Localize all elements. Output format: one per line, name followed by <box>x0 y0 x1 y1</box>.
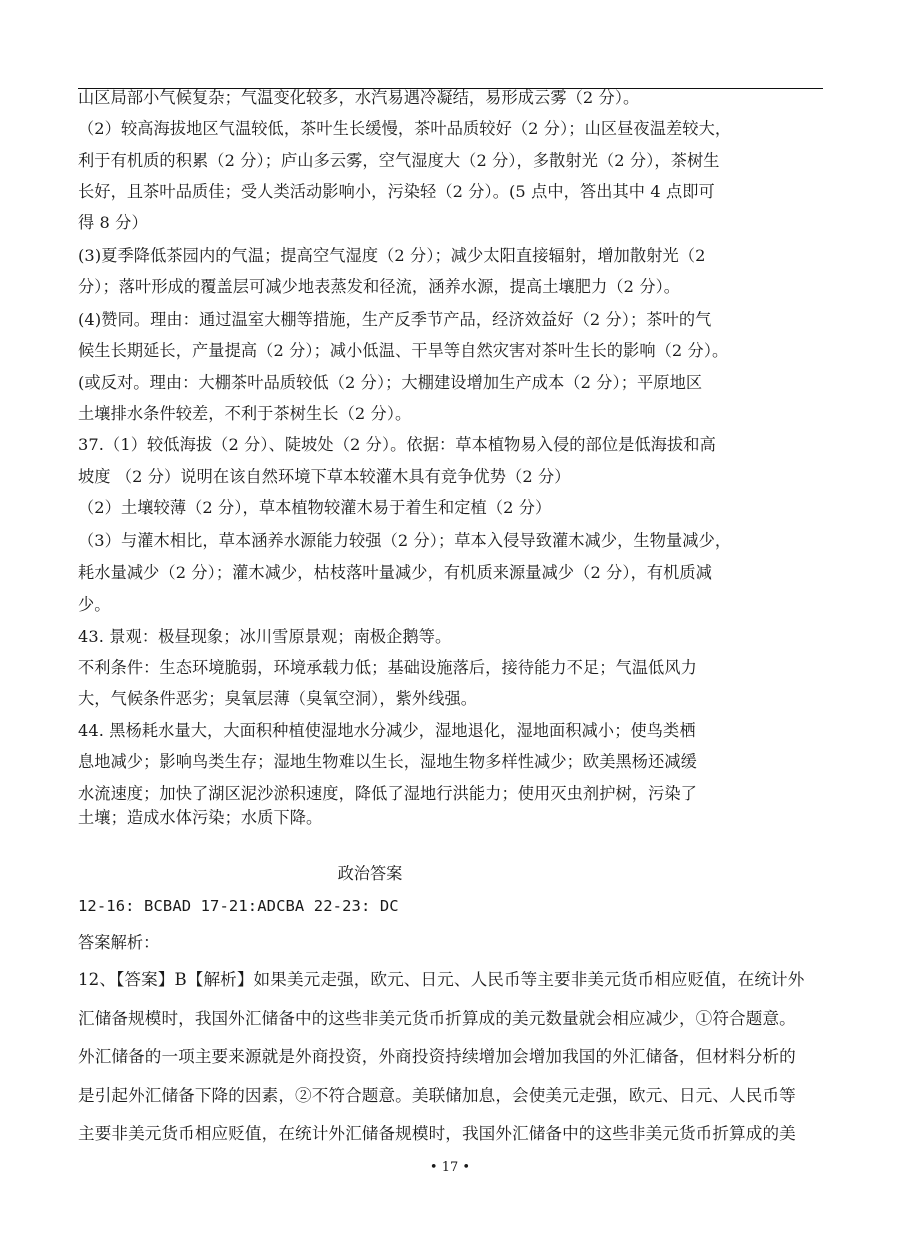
analysis-line: 主要非美元货币相应贬值，在统计外汇储备规模时，我国外汇储备中的这些非美元货币折算成的美 <box>78 1124 796 1143</box>
geo-line: 少。 <box>78 595 111 614</box>
geo-line: 37.（1）较低海拔（2 分）、陡坡处（2 分）。依据：草本植物易入侵的部位是低海拔和高 <box>78 435 716 454</box>
geo-line: (或反对。理由：大棚茶叶品质较低（2 分）；大棚建设增加生产成本（2 分）；平原地区 <box>78 373 703 392</box>
analysis-label: 答案解析： <box>78 933 160 952</box>
geo-line: 耗水量减少（2 分）；灌木减少，枯枝落叶量减少，有机质来源量减少（2 分），有机质减 <box>78 563 713 582</box>
analysis-line: 是引起外汇储备下降的因素，②不符合题意。美联储加息，会使美元走强，欧元、日元、人民币等 <box>78 1086 796 1105</box>
analysis-line: 汇储备规模时，我国外汇储备中的这些非美元货币折算成的美元数量就会相应减少，①符合题意。 <box>78 1009 796 1028</box>
geo-line: 44. 黑杨耗水量大，大面积种植使湿地水分减少，湿地退化，湿地面积减小；使鸟类栖 <box>78 721 696 740</box>
geo-line: (4)赞同。理由：通过温室大棚等措施，生产反季节产品，经济效益好（2 分）；茶叶的气 <box>78 310 712 329</box>
politics-section-title: 政治答案 <box>337 864 403 883</box>
geo-line: 43. 景观：极昼现象；冰川雪原景观；南极企鹅等。 <box>78 627 452 646</box>
geo-line: 息地减少；影响鸟类生存；湿地生物难以生长，湿地生物多样性减少；欧美黑杨还减缓 <box>78 752 697 771</box>
geo-line: 山区局部小气候复杂；气温变化较多，水汽易遇冷凝结，易形成云雾（2 分）。 <box>78 88 640 107</box>
page-number: • 17 • <box>429 1160 471 1175</box>
geo-line: 利于有机质的积累（2 分）；庐山多云雾，空气湿度大（2 分），多散射光（2 分），茶树生 <box>78 151 720 170</box>
answer-key: 12-16: BCBAD 17-21:ADCBA 22-23: DC <box>78 897 399 915</box>
geo-line: 得 8 分） <box>78 213 148 232</box>
geo-line: 大，气候条件恶劣；臭氧层薄（臭氧空洞），紫外线强。 <box>78 689 478 708</box>
geo-line: 不利条件：生态环境脆弱，环境承载力低；基础设施落后，接待能力不足；气温低风力 <box>78 658 697 677</box>
geo-line: （3）与灌木相比，草本涵养水源能力较强（2 分）；草本入侵导致灌木减少，生物量减少， <box>78 531 732 550</box>
analysis-line: 12、【答案】B【解析】如果美元走强，欧元、日元、人民币等主要非美元货币相应贬值，在统计外 <box>78 970 805 989</box>
geo-line: 长好，且茶叶品质佳；受人类活动影响小，污染轻（2 分）。(5 点中，答出其中 4 点即可 <box>78 182 715 201</box>
geo-line: 土壤；造成水体污染；水质下降。 <box>78 808 323 827</box>
geo-line: 候生长期延长，产量提高（2 分）；减小低温、干旱等自然灾害对茶叶生长的影响（2 分）。 <box>78 341 729 360</box>
geo-line: （2）较高海拔地区气温较低，茶叶生长缓慢，茶叶品质较好（2 分）；山区昼夜温差较大， <box>78 119 732 138</box>
geo-line: 分）；落叶形成的覆盖层可减少地表蒸发和径流，涵养水源，提高土壤肥力（2 分）。 <box>78 277 681 296</box>
geo-line: 水流速度；加快了湖区泥沙淤积速度，降低了湿地行洪能力；使用灭虫剂护树，污染了 <box>78 784 697 803</box>
geo-line: 土壤排水条件较差，不利于茶树生长（2 分）。 <box>78 404 412 423</box>
geo-line: (3)夏季降低茶园内的气温；提高空气湿度（2 分）；减少太阳直接辐射，增加散射光（2 <box>78 246 706 265</box>
geo-line: （2）土壤较薄（2 分），草本植物较灌木易于着生和定植（2 分） <box>78 498 552 517</box>
geo-line: 坡度 （2 分）说明在该自然环境下草本较灌木具有竞争优势（2 分） <box>78 467 571 486</box>
analysis-line: 外汇储备的一项主要来源就是外商投资，外商投资持续增加会增加我国的外汇储备，但材料分析的 <box>78 1047 796 1066</box>
